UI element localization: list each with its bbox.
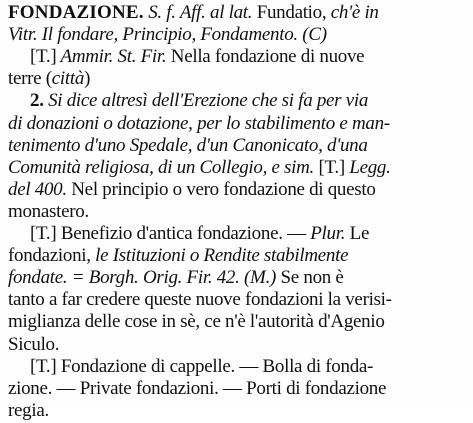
entry-text: 2.: [30, 90, 44, 112]
entry-text: ch'è in: [330, 2, 379, 23]
entry-text: Vitr. Il fondare, Principio, Fondamento.: [8, 24, 298, 46]
entry-text: [T.]: [30, 223, 57, 244]
entry-text: Fundatio,: [252, 2, 331, 23]
entry-text: Se non è: [276, 267, 344, 289]
entry-line: [8, 398, 464, 423]
entry-text: [T.]: [30, 46, 57, 68]
entry-text: di donazioni o dotazione, per lo stabilimento e man-: [8, 112, 390, 134]
entry-text: (C): [297, 24, 327, 46]
entry-text: tanto a far credere queste nuove fondazioni la verisi-: [8, 289, 392, 311]
entry-text: monastero.: [8, 200, 89, 222]
entry-text: Fondazione di cappelle. — Bolla di fonda-: [56, 355, 374, 377]
entry-text: fondazioni,: [8, 245, 96, 267]
entry-text: miglianza delle cose in sè, ce n'è l'autorità d'Agenio: [8, 311, 385, 333]
entry-text: Ammir. St. Fir.: [56, 46, 167, 68]
entry-text: Le: [345, 223, 370, 244]
entry-text: fondate. = Borgh. Orig. Fir. 42. (M.): [8, 267, 277, 289]
entry-text: S. f. Aff. al lat.: [143, 2, 253, 23]
entry-text: città: [51, 68, 85, 90]
entry-text: regia.: [8, 399, 49, 421]
entry-text: del 400.: [8, 178, 67, 200]
entry-text: [T.]: [314, 156, 350, 178]
entry-text: le Istituzioni o Rendite stabilmente: [95, 245, 349, 267]
entry-text: Comunità religiosa, di un Collegio, e sim.: [8, 156, 315, 178]
entry-text: zione. — Private fondazioni. — Porti di fondazione: [8, 377, 387, 399]
entry-text: Plur.: [310, 223, 346, 244]
entry-text: ): [84, 68, 91, 90]
entry-text: [T.]: [30, 355, 57, 377]
entry-text: Siculo.: [8, 333, 60, 355]
entry-text: Legg.: [349, 156, 391, 178]
entry-text: Nel principio o vero fondazione di questo: [66, 178, 376, 200]
entry-text: Nella fondazione di nuove: [166, 46, 365, 68]
entry-text: Benefizio d'antica fondazione. —: [56, 223, 311, 244]
entry-text: terre (: [8, 68, 52, 90]
entry-text: Si dice altresì dell'Erezione che si fa per via: [43, 90, 369, 112]
headword: FONDAZIONE.: [8, 2, 144, 23]
entry-text: tenimento d'uno Spedale, d'un Canonicato, d'una: [8, 134, 368, 156]
